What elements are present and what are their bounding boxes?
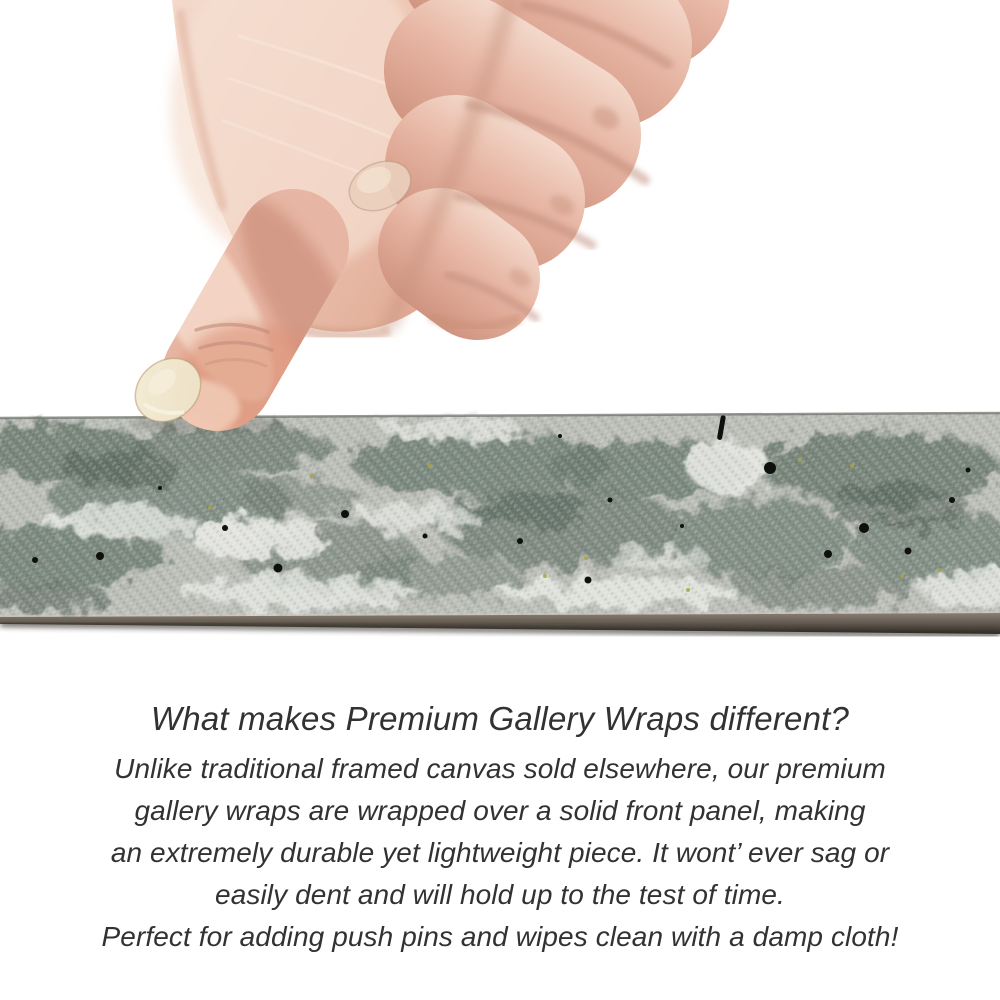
curled-fingers bbox=[341, 0, 758, 365]
info-heading: What makes Premium Gallery Wraps different? bbox=[150, 700, 850, 737]
info-line-4: easily dent and will hold up to the test of time. bbox=[215, 879, 785, 911]
info-line-3: an extremely durable yet lightweight piece. It wont’ ever sag or bbox=[110, 837, 890, 869]
info-line-2: gallery wraps are wrapped over a solid front panel, making bbox=[134, 795, 866, 827]
info-line-5: Perfect for adding push pins and wipes clean with a damp cloth! bbox=[101, 921, 899, 953]
info-section bbox=[0, 698, 1000, 958]
info-line-1: Unlike traditional framed canvas sold elsewhere, our premium bbox=[114, 753, 886, 785]
